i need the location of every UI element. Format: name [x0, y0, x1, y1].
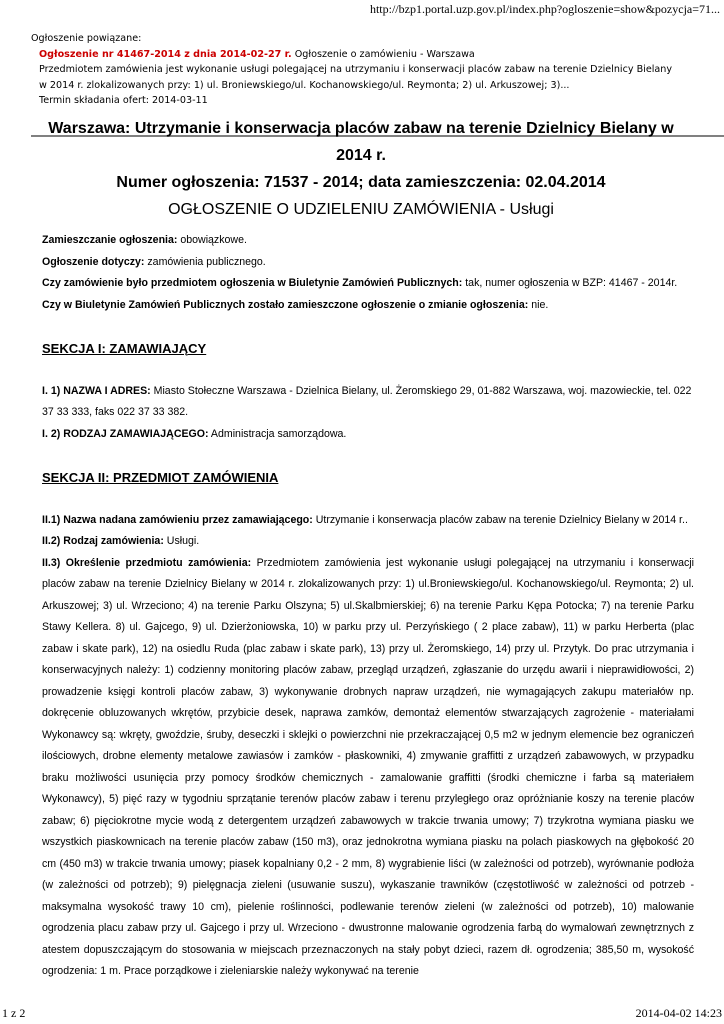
meta-row — [42, 295, 694, 317]
notice-title — [31, 115, 691, 223]
section2-item — [42, 510, 694, 532]
related-notice-link[interactable]: Ogłoszenie nr 41467-2014 z dnia 2014-02-27 r. — [39, 48, 292, 60]
spacer — [42, 445, 694, 467]
meta-label: Ogłoszenie dotyczy: — [42, 255, 145, 268]
item-label: II.3) Określenie przedmiotu zamówienia: — [42, 556, 252, 569]
notice-content — [42, 230, 694, 983]
page-counter: 1 z 2 — [2, 1006, 26, 1020]
spacer — [42, 359, 694, 381]
notice-type: OGŁOSZENIE O UDZIELENIU ZAMÓWIENIA - Usługi — [168, 201, 554, 218]
meta-row — [42, 273, 694, 295]
spacer — [42, 316, 694, 338]
meta-label: Zamieszczanie ogłoszenia: — [42, 234, 178, 246]
meta-value: obowiązkowe. — [177, 234, 247, 246]
related-body — [31, 47, 681, 109]
related-label: Ogłoszenie powiązane: — [31, 33, 142, 44]
related-notice — [31, 31, 681, 109]
print-timestamp: 2014-04-02 14:23 — [635, 1006, 722, 1020]
meta-value: zamówienia publicznego. — [144, 255, 266, 268]
meta-row — [42, 252, 694, 274]
item-value: Przedmiotem zamówienia jest wykonanie usługi polegającej na utrzymaniu i konserwacji placów zabaw na terenie Dzielnicy Bielany w 2014 r. zlokalizowanych przy: 1) ul.Broniewskiego/ul. Kochanowskiego/ul. Reymonta; 2) ul. Arkuszowej; 3) ul. Wrzeciono; 4) na terenie Parku Olszyna; 5) ul.Skalbmierskiej; 6) na terenie Parku Kępa Potocka; 7) na terenie Parku Stawy Kellera. 8) ul. Gajcego, 9) ul. Dzierżoniowska, 10) w parku przy ul. Perzyńskiego ( 2 place zabaw), 11) w parku Herberta (plac zabaw i skate park), 12) na osiedlu Ruda (plac zabaw i skate park), 13) przy ul. Żeromskiego, 14) przy ul. Przytyk. Do prac utrzymania i konserwacyjnych należy: 1) codzienny monitoring placów zabaw, przegląd urządzeń, zgłaszanie do urzędu awarii i nieprawidłowości, 2) prowadzenie księgi kontroli placów zabaw, 3) wykonywanie drobnych napraw urządzeń, nie wymagających zakupu materiałów np. dokręcenie obluzowanych wkrętów, przybicie desek, naprawa zamków, demontaż elementów stwarzających zagrożenie - materiałami Wykonawcy są: wkręty, gwoździe, śruby, deseczki i sklejki o powierzchni nie przekraczającej 0,5 m2 w jednym elemencie bez ograniczeń ilościowych, drobne elementy metalowe zawiasów i zamków - płaskowniki, 4) zmywanie graffitti z urządzeń zabawowych, w przypadku braku możliwości usunięcia przy pomocy środków chemicznych - zamalowanie graffitti (środki chemiczne i farba są materiałem Wykonawcy), 5) pięć razy w tygodniu sprzątanie terenów placów zabaw i terenu przyległego oraz opróżnianie koszy na terenie placów zabaw; 6) pięciokrotne mycie wodą z detergentem urządzeń zabawowych w trakcie trwania umowy; 7) trzykrotna wymiana piasku we wszystkich piaskownicach na terenie placów zabaw (150 m3), oraz jednokrotna wymiana piasku na polach piaskowych na głębokość 20 cm (450 m3) w trakcie trwania umowy; piasek kopalniany 0,2 - 2 mm, 8) wygrabienie liści (w zależności od potrzeb), wyrównanie podłoża (w zależności od potrzeb); 9) pielęgnacja zieleni (usuwanie suszu), wykaszanie trawników (częstotliwość w zależności od potrzeb - maksymalna wysokość trawy 10 cm), pielenie roślinności, podlewanie terenów zieleni (w zależności od potrzeb), 10) malowanie ogrodzenia placu zabaw przy ul. Gajcego i przy ul. Wrzeciono - dwustronne malowanie ogrodzenia farbą do wymalowań zewnętrznych z atestem dopuszczającym do stosowania w miejscach przeznaczonych na stały pobyt dzieci, razem dł. ogrodzenia; 385,50 m, wysokość ogrodzenia: 1 m. Prace porządkowe i zieleniarskie należy wykonywać na terenie — [42, 556, 694, 977]
related-title-line — [39, 47, 681, 63]
spacer — [42, 488, 694, 510]
section1-item — [42, 381, 694, 424]
meta-label: Czy zamówienie było przedmiotem ogłoszenia w Biuletynie Zamówień Publicznych: — [42, 277, 463, 289]
item-label: II.2) Rodzaj zamówienia: — [42, 535, 164, 547]
notice-title-main: Warszawa: Utrzymanie i konserwacja placów zabaw na terenie Dzielnicy Bielany w 2014 r. — [48, 120, 674, 164]
section-heading-2: SEKCJA II: PRZEDMIOT ZAMÓWIENIA — [42, 469, 279, 485]
notice-number-date: Numer ogłoszenia: 71537 - 2014; data zamieszczenia: 02.04.2014 — [116, 174, 606, 191]
item-value: Administracja samorządowa. — [208, 427, 347, 440]
print-url-header: http://bzp1.portal.uzp.gov.pl/index.php?ogloszenie=show&pozycja=71... — [369, 2, 720, 16]
item-value: Miasto Stołeczne Warszawa - Dzielnica Bielany, ul. Żeromskiego 29, 01-882 Warszawa, woj. mazowieckie, tel. 022 37 33 333, faks 022 37 33 382. — [42, 384, 692, 418]
related-description: Przedmiotem zamówienia jest wykonanie usługi polegającej na utrzymaniu i konserwacji placów zabaw na terenie Dzielnicy Bielany w 2014 r. zlokalizowanych przy: 1) ul. Broniewskiego/ul. Kochanowskiego/ul. Reymonta; 2) ul. Arkuszowej; 3)... — [39, 64, 673, 91]
related-deadline: Termin składania ofert: 2014-03-11 — [39, 95, 208, 106]
meta-value: tak, numer ogłoszenia w BZP: 41467 - 2014r. — [462, 277, 678, 289]
meta-value: nie. — [528, 298, 549, 311]
meta-label: Czy w Biuletynie Zamówień Publicznych zostało zamieszczone ogłoszenie o zmianie ogłoszenia: — [42, 298, 529, 311]
section1-item — [42, 424, 694, 446]
item-value: Utrzymanie i konserwacja placów zabaw na terenie Dzielnicy Bielany w 2014 r.. — [312, 513, 688, 526]
item-label: I. 1) NAZWA I ADRES: — [42, 384, 151, 397]
section2-item — [42, 553, 694, 983]
meta-row — [42, 230, 694, 252]
section-heading-1: SEKCJA I: ZAMAWIAJĄCY — [42, 340, 207, 356]
item-label: I. 2) RODZAJ ZAMAWIAJĄCEGO: — [42, 427, 209, 440]
item-value: Usługi. — [163, 535, 200, 547]
section2-item — [42, 531, 694, 553]
related-link-suffix: Ogłoszenie o zamówieniu - Warszawa — [291, 48, 475, 60]
item-label: II.1) Nazwa nadana zamówieniu przez zamawiającego: — [42, 513, 313, 526]
